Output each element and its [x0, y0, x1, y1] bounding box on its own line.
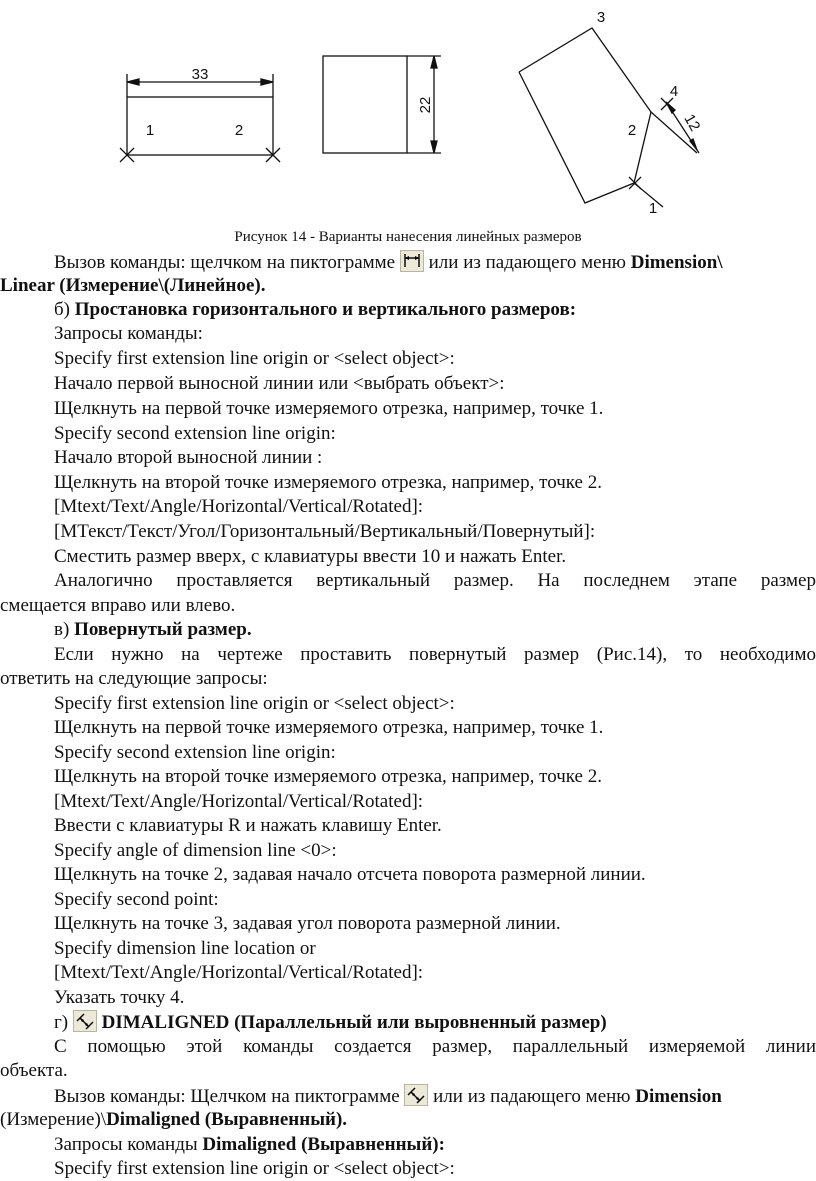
fig2-dim-label: 22: [417, 96, 434, 114]
dim-aligned-icon: [404, 1084, 428, 1106]
text-run: Запросы команды: [54, 1134, 203, 1155]
dim-linear-icon: [400, 250, 424, 272]
fig1-point-1-label: 1: [145, 122, 155, 139]
text-line: Щелкнуть на точке 2, задавая начало отсчета поворота размерной линии.: [54, 864, 646, 885]
menu-path: Dimaligned (Выравненный).: [106, 1109, 348, 1130]
fig1-dim-label: 33: [191, 66, 209, 83]
fig1-linear-horizontal: [120, 74, 280, 162]
fig3-point-1-label: 1: [648, 200, 658, 217]
text-line: Начало первой выносной линии или <выбрать объект>:: [54, 373, 505, 394]
text-line: [Mtext/Text/Angle/Horizontal/Vertical/Rotated]:: [54, 496, 424, 517]
figure-caption: Рисунок 14 - Варианты нанесения линейных размеров: [234, 229, 582, 245]
text-line: Аналогично проставляется вертикальный размер. На последнем этапе размер: [54, 570, 816, 591]
text-line: Щелкнуть на первой точке измеряемого отрезка, например, точке 1.: [54, 398, 604, 419]
menu-path: Dimension\: [630, 252, 723, 273]
text-line: Щелкнуть на второй точке измеряемого отрезка, например, точке 2.: [54, 472, 602, 493]
text-run: б): [54, 299, 75, 320]
text-line: Specify first extension line origin or <select object>:: [54, 348, 455, 369]
fig3-rotated-dimension: [519, 28, 699, 207]
menu-path: Linear (Измерение\(Линейное).: [0, 275, 266, 296]
text-run: г): [54, 1012, 73, 1033]
text-line: [0, 250, 816, 275]
text-line: Сместить размер вверх, с клавиатуры ввести 10 и нажать Enter.: [54, 546, 567, 567]
text-line: Если нужно на чертеже проставить повернутый размер (Рис.14), то необходимо: [54, 644, 816, 665]
text-line: [МТекст/Текст/Угол/Горизонтальный/Вертикальный/Повернутый]:: [54, 521, 596, 542]
text-line: [Mtext/Text/Angle/Horizontal/Vertical/Rotated]:: [54, 791, 424, 812]
section-heading: [0, 298, 816, 322]
fig3-point-2-label: 2: [627, 122, 637, 139]
text-line: С помощью этой команды создается размер, параллельный измеряемой линии: [54, 1036, 816, 1057]
text-line: Specify second extension line origin:: [54, 742, 336, 763]
command-name: Dimaligned (Выравненный):: [202, 1134, 445, 1155]
text-line: Ввести с клавиатуры R и нажать клавишу Enter.: [54, 815, 442, 836]
heading-text: Простановка горизонтального и вертикального размеров:: [74, 299, 577, 320]
text-line: Specify dimension line location or: [54, 938, 316, 959]
text-line: [0, 1133, 816, 1157]
text-line: [0, 1108, 816, 1132]
dim-aligned-icon: [73, 1010, 97, 1032]
text-line: [0, 274, 816, 298]
text-line: объекта.: [0, 1060, 68, 1081]
text-line: Щелкнуть на второй точке измеряемого отрезка, например, точке 2.: [54, 766, 602, 787]
text-line: Запросы команды:: [54, 323, 203, 344]
text-run: в): [54, 619, 75, 640]
text-run: или из падающего меню: [423, 252, 631, 273]
section-heading: [0, 1010, 816, 1035]
fig1-point-2-label: 2: [234, 122, 244, 139]
text-run: (Измерение)\: [0, 1109, 107, 1130]
text-line: Щелкнуть на первой точке измеряемого отрезка, например, точке 1.: [54, 717, 604, 738]
text-line: Specify first extension line origin or <select object>:: [54, 1158, 455, 1179]
text-line: Specify second extension line origin:: [54, 423, 336, 444]
figure-14-drawing: [0, 0, 816, 225]
heading-text: Повернутый размер.: [74, 619, 252, 640]
text-line: Specify first extension line origin or <select object>:: [54, 693, 455, 714]
text-run: Вызов команды: Щелчком на пиктограмме: [54, 1086, 405, 1107]
heading-text: DIMALIGNED (Параллельный или выровненный размер): [101, 1012, 607, 1033]
text-line: Specify angle of dimension line <0>:: [54, 840, 337, 861]
fig3-dim-label: 12: [680, 111, 704, 135]
text-line: Specify second point:: [54, 889, 219, 910]
menu-path: Dimension: [635, 1086, 722, 1107]
fig3-point-4-label: 4: [669, 83, 679, 100]
text-run: или из падающего меню: [428, 1086, 636, 1107]
text-run: Вызов команды: щелчком на пиктограмме: [54, 252, 400, 273]
text-line: Щелкнуть на точке 3, задавая угол поворота размерной линии.: [54, 913, 561, 934]
fig3-point-3-label: 3: [596, 9, 606, 26]
text-line: [Mtext/Text/Angle/Horizontal/Vertical/Rotated]:: [54, 962, 424, 983]
section-heading: [0, 618, 816, 642]
text-line: [0, 1084, 816, 1109]
text-line: ответить на следующие запросы:: [0, 668, 268, 689]
text-line: Указать точку 4.: [54, 987, 185, 1008]
text-line: смещается вправо или влево.: [0, 595, 236, 616]
text-line: Начало второй выносной линии :: [54, 447, 323, 468]
